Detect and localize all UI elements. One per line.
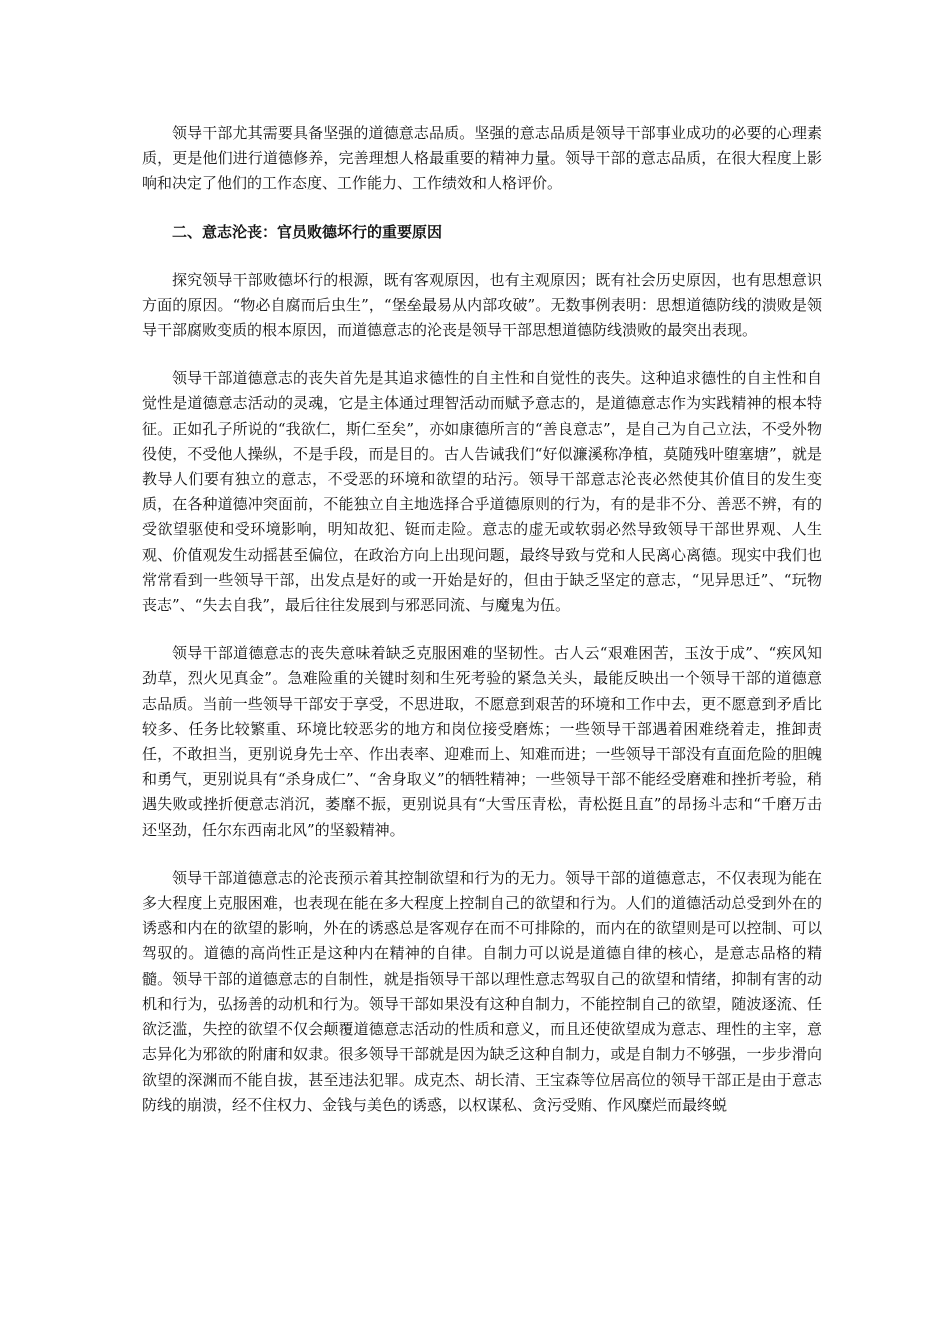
document-body [142, 121, 822, 1141]
section-heading: 二、意志沦丧：官员败德坏行的重要原因 [172, 222, 443, 241]
body-paragraph-2: 领导干部道德意志的丧失首先是其追求德性的自主性和自觉性的丧失。这种追求德性的自主性和自觉性是道德意志活动的灵魂，它是主体通过理智活动而赋予意志的，是道德意志作为实践精神的根本特征。正如孔子所说的“我欲仁，斯仁至矣”，亦如康德所言的“善良意志”，是自己为自己立法，不受外物役使，不受他人操纵，不是手段，而是目的。古人告诫我们“好似濂溪称净植，莫随残叶堕塞塘”，就是教导人们要有独立的意志，不受恶的环境和欲望的玷污。领导干部意志沦丧必然使其价值目的发生变质，在各种道德冲突面前，不能独立自主地选择合乎道德原则的行为，有的是非不分、善恶不辨，有的受欲望驱使和受环境影响，明知故犯、铤而走险。意志的虚无或软弱必然导致领导干部世界观、人生观、价值观发生动摇甚至偏位，在政治方向上出现问题，最终导致与党和人民离心离德。现实中我们也常常看到一些领导干部，出发点是好的或一开始是好的，但由于缺乏坚定的意志，“见异思迁”、“玩物丧志”、“失去自我”，最后往往发展到与邪恶同流、与魔鬼为伍。 [142, 369, 822, 615]
body-paragraph-3: 领导干部道德意志的丧失意味着缺乏克服困难的坚韧性。古人云“艰难困苦，玉汝于成”、“疾风知劲草，烈火见真金”。急难险重的关键时刻和生死考验的紧急关头，最能反映出一个领导干部的道德意志品质。当前一些领导干部安于享受，不思进取，不愿意到艰苦的环境和工作中去，更不愿意到矛盾比较多、任务比较繁重、环境比较恶劣的地方和岗位接受磨炼；一些领导干部遇着困难绕着走，推卸责任，不敢担当，更别说身先士卒、作出表率、迎难而上、知难而进；一些领导干部没有直面危险的胆魄和勇气，更别说具有“杀身成仁”、“舍身取义”的牺牲精神；一些领导干部不能经受磨难和挫折考验，稍遇失败或挫折便意志消沉，萎靡不振，更别说具有“大雪压青松，青松挺且直”的昂扬斗志和“千磨万击还坚劲，任尔东西南北风”的坚毅精神。 [142, 644, 822, 839]
body-paragraph-1: 探究领导干部败德坏行的根源，既有客观原因，也有主观原因；既有社会历史原因，也有思想意识方面的原因。“物必自腐而后虫生”，“堡垒最易从内部攻破”。无数事例表明：思想道德防线的溃败是领导干部腐败变质的根本原因，而道德意志的沦丧是领导干部思想道德防线溃败的最突出表现。 [142, 270, 822, 340]
intro-paragraph: 领导干部尤其需要具备坚强的道德意志品质。坚强的意志品质是领导干部事业成功的必要的心理素质，更是他们进行道德修养，完善理想人格最重要的精神力量。领导干部的意志品质，在很大程度上影响和决定了他们的工作态度、工作能力、工作绩效和人格评价。 [142, 124, 822, 193]
body-paragraph-4: 领导干部道德意志的沦丧预示着其控制欲望和行为的无力。领导干部的道德意志，不仅表现为能在多大程度上克服困难，也表现在能在多大程度上控制自己的欲望和行为。人们的道德活动总受到外在的诱惑和内在的欲望的影响，外在的诱惑总是客观存在而不可排除的，而内在的欲望则是可以控制、可以驾驭的。道德的高尚性正是这种内在精神的自律。自制力可以说是道德自律的核心，是意志品格的精髓。领导干部的道德意志的自制性，就是指领导干部以理性意志驾驭自己的欲望和情绪，抑制有害的动机和行为，弘扬善的动机和行为。领导干部如果没有这种自制力，不能控制自己的欲望，随波逐流、任欲泛滥，失控的欲望不仅会颠覆道德意志活动的性质和意义，而且还使欲望成为意志、理性的主宰，意志异化为邪欲的附庸和奴隶。很多领导干部就是因为缺乏这种自制力，或是自制力不够强，一步步滑向欲望的深渊而不能自拔，甚至违法犯罪。成克杰、胡长清、王宝森等位居高位的领导干部正是由于意志防线的崩溃，经不住权力、金钱与美色的诱惑，以权谋私、贪污受贿、作风糜烂而最终蜕 [142, 868, 822, 1114]
